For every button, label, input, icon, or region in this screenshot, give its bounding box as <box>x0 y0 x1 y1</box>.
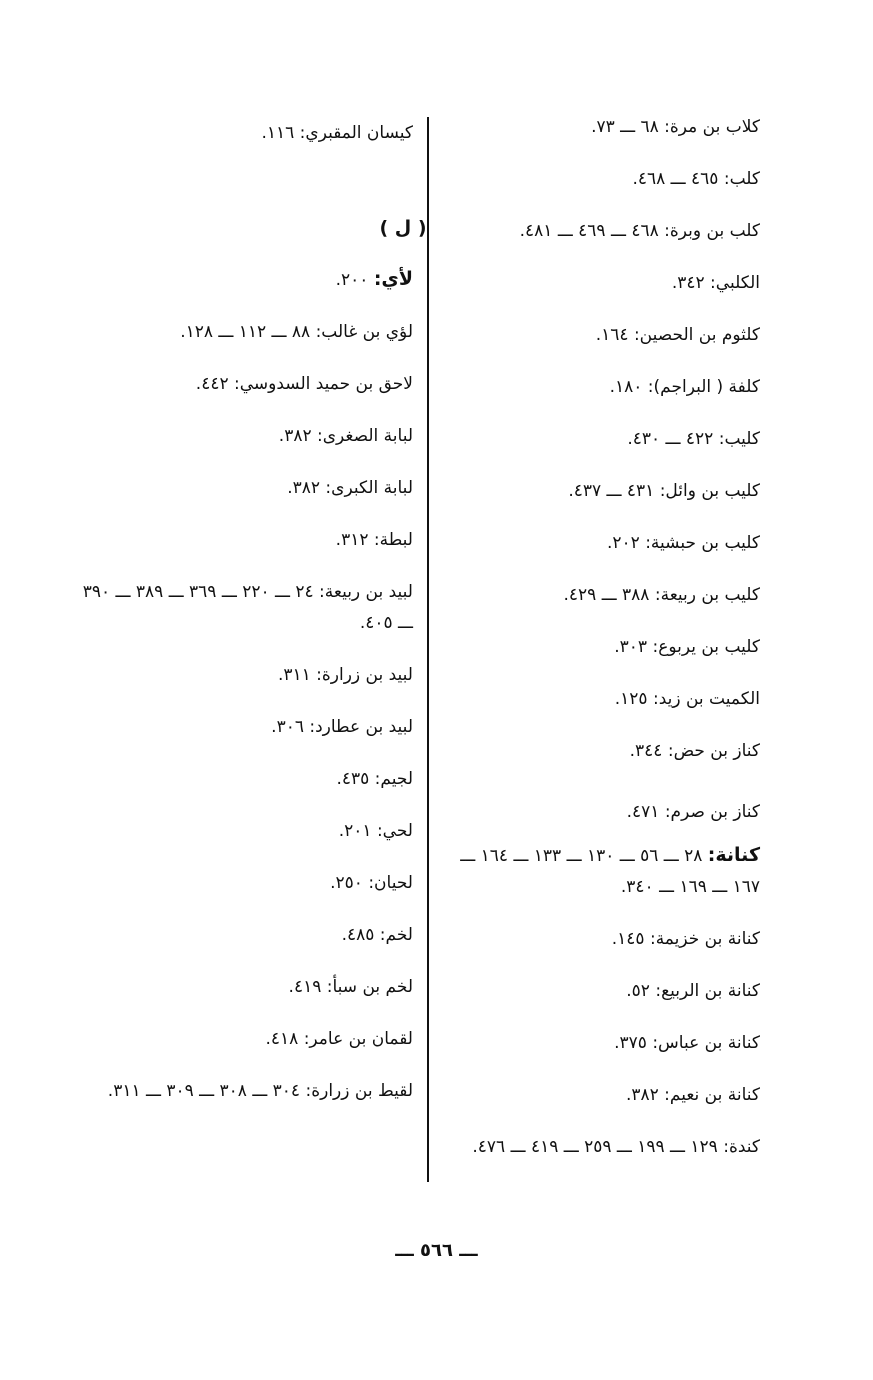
index-entry: كنانة بن الربيع: ٥٢. <box>626 981 760 1001</box>
index-entry: كنانة بن عباس: ٣٧٥. <box>614 1033 760 1053</box>
index-entry: لجيم: ٤٣٥. <box>336 769 413 789</box>
index-entry: كلفة ( البراجم): ١٨٠. <box>609 377 760 397</box>
index-entry: لحيان: ٢٥٠. <box>330 873 413 893</box>
index-entry: لحي: ٢٠١. <box>338 821 413 841</box>
column-divider <box>427 117 429 1182</box>
page-number: ـــ ٥٦٦ ـــ <box>395 1240 478 1261</box>
index-entry: الكميت بن زيد: ١٢٥. <box>614 689 760 709</box>
index-entry: كلاب بن مرة: ٦٨ ـــ ٧٣. <box>591 117 760 137</box>
index-entry: لقيط بن زرارة: ٣٠٤ ـــ ٣٠٨ ـــ ٣٠٩ ـــ ٣١١. <box>107 1081 413 1101</box>
index-entry: كنانة بن نعيم: ٣٨٢. <box>625 1085 760 1105</box>
index-entry: كليب: ٤٢٢ ـــ ٤٣٠. <box>627 429 760 449</box>
index-entry: كلب: ٤٦٥ ـــ ٤٦٨. <box>632 169 760 189</box>
index-entry: لخم بن سبأ: ٤١٩. <box>288 977 413 997</box>
index-column-right <box>430 112 760 1163</box>
index-column-left <box>73 112 427 1107</box>
index-entry: لبيد بن عطارد: ٣٠٦. <box>271 717 413 737</box>
section-letter-heading: ( ل ) <box>379 217 427 239</box>
index-entry: كناز بن حض: ٣٤٤. <box>629 741 760 761</box>
index-entry: لؤي بن غالب: ٨٨ ـــ ١١٢ ـــ ١٢٨. <box>180 322 413 342</box>
index-entry: كليب بن وائل: ٤٣١ ـــ ٤٣٧. <box>568 481 760 501</box>
index-entry: كنانة بن خزيمة: ١٤٥. <box>611 929 760 949</box>
index-entry: كنانة: ٢٨ ـــ ٥٦ ـــ ١٣٠ ـــ ١٣٣ ـــ ١٦٤ ـــ ١٦٧ ـــ ١٦٩ ـــ ٣٤٠. <box>460 844 760 897</box>
index-entry: لبابة الكبرى: ٣٨٢. <box>287 478 413 498</box>
index-entry: لقمان بن عامر: ٤١٨. <box>265 1029 413 1049</box>
index-entry: لأي: ٢٠٠. <box>335 268 413 290</box>
index-entry: كليب بن يربوع: ٣٠٣. <box>614 637 760 657</box>
index-entry: كليب بن ربيعة: ٣٨٨ ـــ ٤٢٩. <box>563 585 760 605</box>
index-entry: كندة: ١٢٩ ـــ ١٩٩ ـــ ٢٥٩ ـــ ٤١٩ ـــ ٤٧٦. <box>472 1137 760 1157</box>
index-entry: الكلبي: ٣٤٢. <box>671 273 760 293</box>
index-entry: لاحق بن حميد السدوسي: ٤٤٢. <box>195 374 413 394</box>
index-entry: لخم: ٤٨٥. <box>341 925 413 945</box>
index-entry: لبيد بن ربيعة: ٢٤ ـــ ٢٢٠ ـــ ٣٦٩ ـــ ٣٨٩ ـــ ٣٩٠ ـــ ٤٠٥. <box>82 582 413 633</box>
index-entry: كلثوم بن الحصين: ١٦٤. <box>595 325 760 345</box>
index-entry: لبطة: ٣١٢. <box>335 530 413 550</box>
index-entry: كليب بن حبشية: ٢٠٢. <box>606 533 760 553</box>
index-entry: لبابة الصغرى: ٣٨٢. <box>278 426 413 446</box>
index-entry: كيسان المقبري: ١١٦. <box>261 123 413 143</box>
index-entry: لبيد بن زرارة: ٣١١. <box>277 665 413 685</box>
index-entry: كناز بن صرم: ٤٧١. <box>626 802 760 822</box>
index-entry: كلب بن وبرة: ٤٦٨ ـــ ٤٦٩ ـــ ٤٨١. <box>519 221 760 241</box>
